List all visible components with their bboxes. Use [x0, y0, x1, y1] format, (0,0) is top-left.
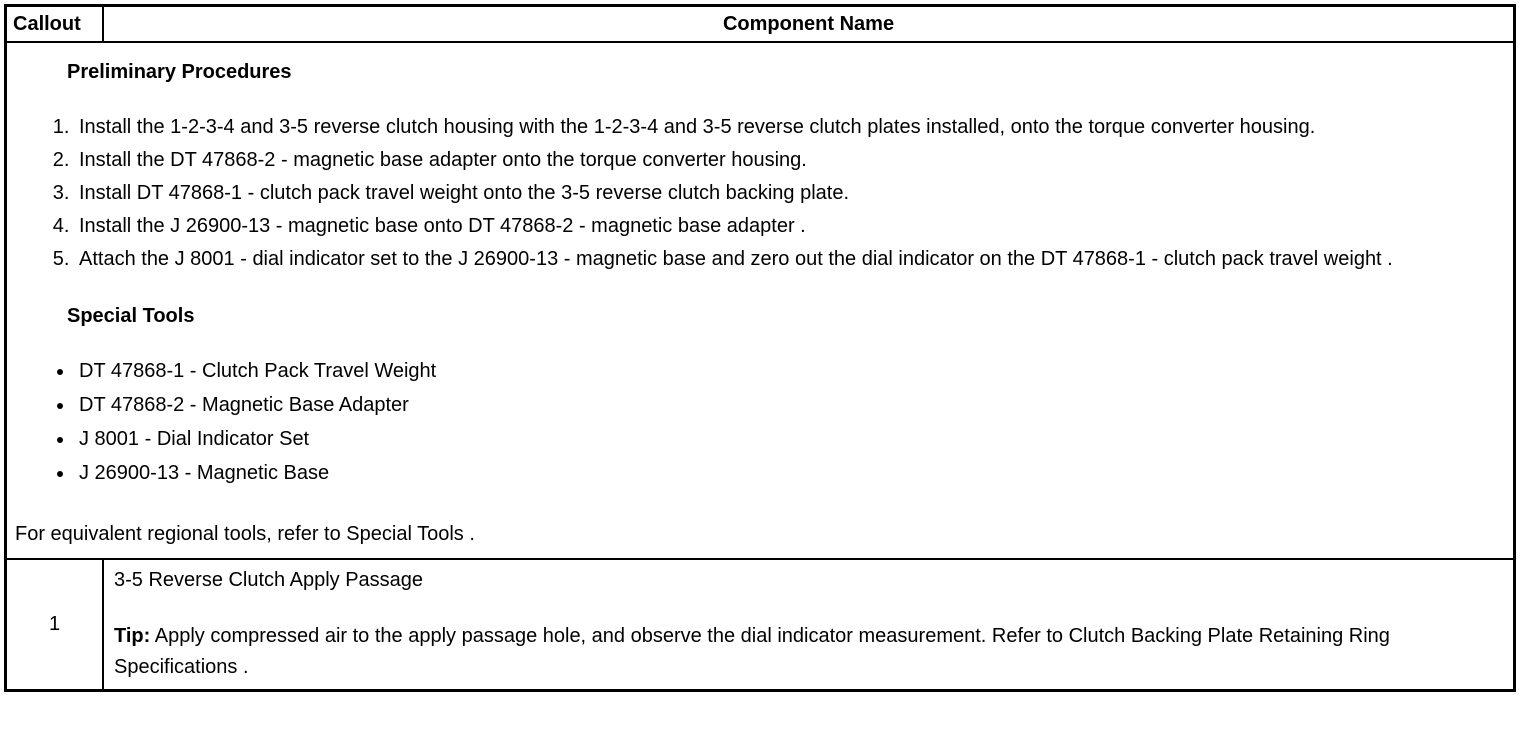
- tip-text: Apply compressed air to the apply passage hole, and observe the dial indicator measurement. Refer to Clutch Backing Plate Retaining Ring Specifications .: [114, 625, 1390, 678]
- tool-item-4: • J 26900-13 - Magnetic Base: [75, 458, 1505, 489]
- step-item-3: 3. Install DT 47868-1 - clutch pack travel weight onto the 3-5 reverse clutch backing plate.: [75, 178, 1505, 209]
- component-name-text: 3-5 Reverse Clutch Apply Passage: [114, 569, 424, 591]
- preliminary-procedures-section: [7, 43, 1513, 558]
- component-callout-table: [4, 4, 1516, 692]
- tool-item-1: • DT 47868-1 - Clutch Pack Travel Weight: [75, 356, 1505, 387]
- preliminary-procedures-heading: Preliminary Procedures: [67, 61, 292, 83]
- row-callout-number: 1: [7, 560, 104, 689]
- special-tools-list: [13, 356, 1505, 489]
- header-callout-cell: Callout: [7, 7, 104, 41]
- preliminary-steps-list: [13, 112, 1505, 275]
- tip-label: Tip:: [114, 625, 151, 647]
- tip-paragraph: [114, 621, 1503, 683]
- step-item-4: 4. Install the J 26900-13 - magnetic base onto DT 47868-2 - magnetic base adapter .: [75, 211, 1505, 242]
- table-header-row: [7, 7, 1513, 43]
- header-component-name-cell: Component Name: [722, 13, 895, 35]
- step-item-2: 2. Install the DT 47868-2 - magnetic base adapter onto the torque converter housing.: [75, 145, 1505, 176]
- tool-item-2: • DT 47868-2 - Magnetic Base Adapter: [75, 390, 1505, 421]
- regional-tools-note: For equivalent regional tools, refer to Special Tools .: [15, 523, 475, 545]
- step-item-1: 1. Install the 1-2-3-4 and 3-5 reverse clutch housing with the 1-2-3-4 and 3-5 reverse clutch plates installed, onto the torque converter housing.: [75, 112, 1505, 143]
- special-tools-heading: Special Tools: [67, 305, 195, 327]
- step-item-5: 5. Attach the J 8001 - dial indicator set to the J 26900-13 - magnetic base and zero out the dial indicator on the DT 47868-1 - clutch pack travel weight .: [75, 244, 1505, 275]
- tool-item-3: • J 8001 - Dial Indicator Set: [75, 424, 1505, 455]
- table-row: [7, 558, 1513, 689]
- row-component-cell: [104, 560, 1513, 689]
